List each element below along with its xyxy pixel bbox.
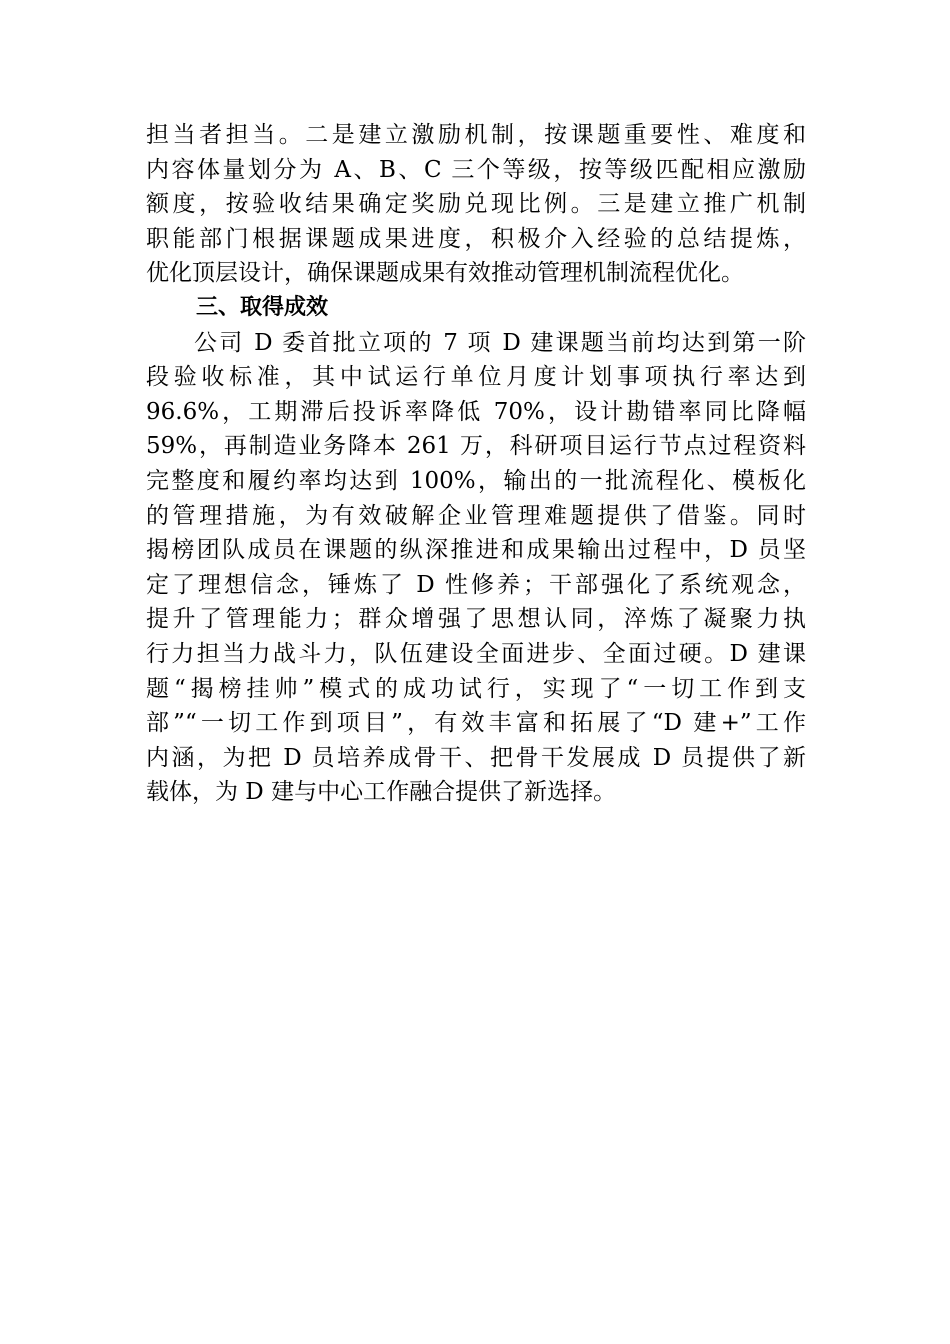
paragraph-achievements bbox=[146, 326, 806, 810]
paragraph-line: 题“揭榜挂帅”模式的成功试行，实现了“一切工作到支 bbox=[146, 675, 806, 702]
paragraph-line: 提升了管理能力；群众增强了思想认同，淬炼了凝聚力执 bbox=[146, 606, 806, 633]
paragraph-line: 定了理想信念，锤炼了 D 性修养；干部强化了系统观念， bbox=[146, 571, 806, 598]
paragraph-line: 行力担当力战斗力，队伍建设全面进步、全面过硬。D 建课 bbox=[146, 640, 806, 667]
paragraph-line: 59%，再制造业务降本 261 万，科研项目运行节点过程资料 bbox=[146, 433, 806, 460]
paragraph-line: 部”“一切工作到项目”，有效丰富和拓展了“D 建+”工作 bbox=[146, 710, 806, 737]
section-heading: 三、取得成效 bbox=[196, 294, 329, 320]
paragraph-line: 公司 D 委首批立项的 7 项 D 建课题当前均达到第一阶 bbox=[194, 329, 806, 356]
paragraph-line: 的管理措施，为有效破解企业管理难题提供了借鉴。同时 bbox=[146, 502, 806, 529]
paragraph-incentive-mechanism bbox=[146, 118, 806, 291]
document-body bbox=[146, 118, 806, 810]
paragraph-line: 载体，为 D 建与中心工作融合提供了新选择。 bbox=[146, 779, 617, 806]
paragraph-line: 96.6%，工期滞后投诉率降低 70%，设计勘错率同比降幅 bbox=[146, 398, 806, 425]
paragraph-line: 优化顶层设计，确保课题成果有效推动管理机制流程优化。 bbox=[146, 260, 744, 287]
paragraph-line: 内容体量划分为 A、B、C 三个等级，按等级匹配相应激励 bbox=[146, 156, 806, 183]
paragraph-line: 段验收标准，其中试运行单位月度计划事项执行率达到 bbox=[146, 364, 806, 391]
paragraph-line: 额度，按验收结果确定奖励兑现比例。三是建立推广机制 bbox=[146, 191, 806, 218]
paragraph-line: 完整度和履约率均达到 100%，输出的一批流程化、模板化 bbox=[146, 467, 806, 494]
paragraph-line: 内涵，为把 D 员培养成骨干、把骨干发展成 D 员提供了新 bbox=[146, 744, 806, 771]
paragraph-line: 职能部门根据课题成果进度，积极介入经验的总结提炼， bbox=[146, 225, 806, 252]
paragraph-line: 揭榜团队成员在课题的纵深推进和成果输出过程中，D 员坚 bbox=[146, 537, 806, 564]
paragraph-line: 担当者担当。二是建立激励机制，按课题重要性、难度和 bbox=[146, 122, 806, 148]
